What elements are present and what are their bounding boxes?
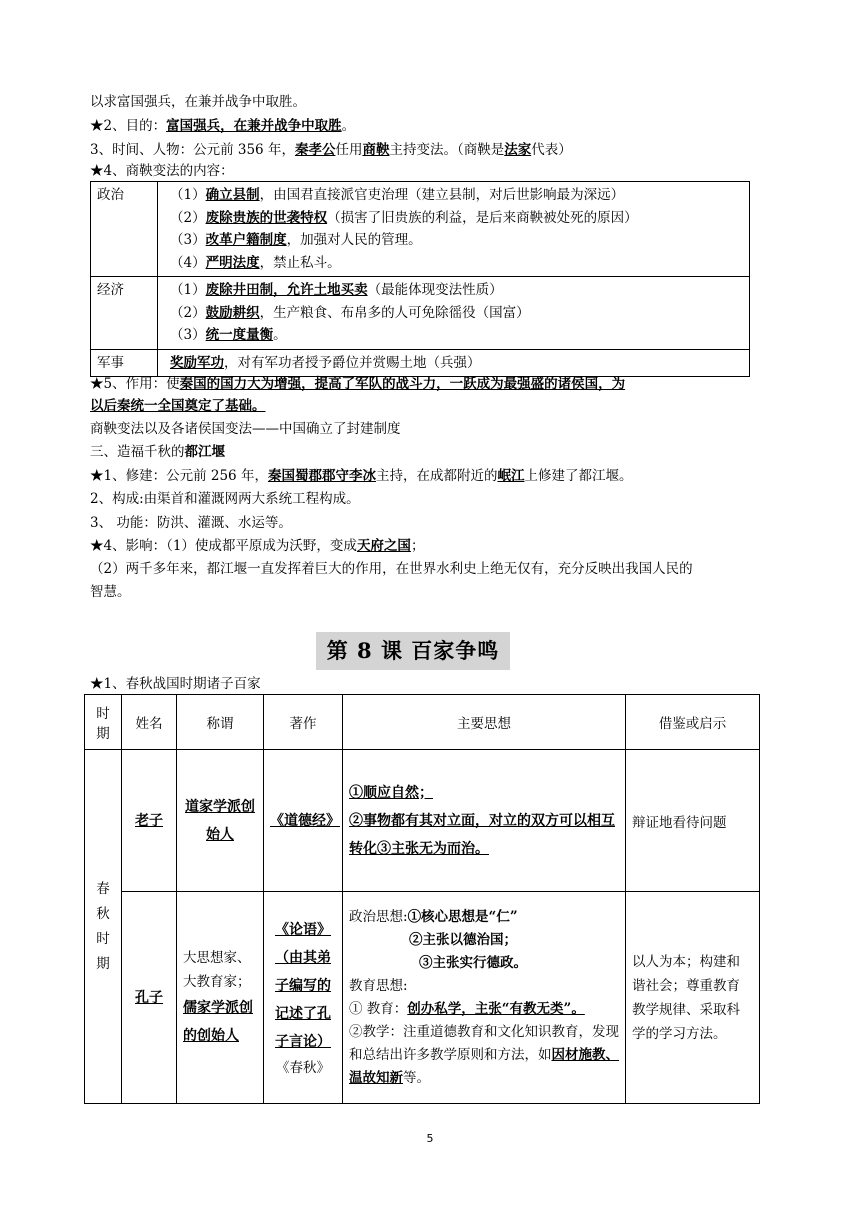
time-person-line bbox=[90, 140, 572, 160]
list-item: （2）鼓励耕织，生产粮食、布帛多的人可免除徭役（国富） bbox=[170, 304, 530, 321]
title-plain: 大思想家、大教育家； bbox=[183, 949, 251, 990]
header-cell: 称谓 bbox=[177, 695, 264, 750]
list-item: 奖励军功，对有军功者授予爵位并赏赐土地（兵强） bbox=[170, 354, 481, 371]
key-point: 商鞅 bbox=[362, 142, 390, 158]
section-heading bbox=[90, 442, 225, 462]
thought-item: ②主张以德治国； bbox=[409, 931, 517, 948]
title-key: 儒家学派创的创始人 bbox=[183, 999, 253, 1044]
text: ★1、修建：公元前 256 年， bbox=[90, 468, 268, 484]
effect-line bbox=[90, 374, 625, 394]
text: 。 bbox=[341, 118, 356, 134]
education-label: 教育思想: bbox=[349, 977, 408, 994]
key-point: 法家 bbox=[504, 142, 532, 158]
key-point: 秦国的国力大为增强，提高了军队的战斗力，一跃成为最强盛的诸侯国，为 bbox=[179, 376, 626, 392]
table-row bbox=[91, 349, 750, 377]
text-line bbox=[90, 513, 292, 533]
text: 任用 bbox=[335, 142, 363, 158]
header-cell: 姓名 bbox=[122, 695, 177, 750]
text-line bbox=[90, 419, 401, 439]
thought-item: ②教学：注重道德教育和文化知识教育，发现和总结出许多教学原则和方法，如因材施教、温故知新等。 bbox=[349, 1023, 619, 1086]
text: 商鞅变法以及各诸侯国变法——中国确立了封建制度 bbox=[90, 421, 401, 437]
effect-line bbox=[90, 396, 266, 416]
works-key: 《论语》（由其弟子编写的记述了孔子言论） bbox=[275, 921, 331, 1050]
text: ； bbox=[410, 538, 425, 554]
category-cell: 军事 bbox=[91, 349, 158, 377]
text-line bbox=[90, 92, 306, 112]
name-cell: 老子 bbox=[122, 750, 177, 892]
header-cell: 著作 bbox=[264, 695, 343, 750]
key-point: 秦国蜀郡郡守李冰 bbox=[267, 468, 376, 484]
text: ★5、作用：使 bbox=[90, 376, 180, 392]
text: 主持，在成都附近的 bbox=[375, 468, 498, 484]
list-item: （2）废除贵族的世袭特权（损害了旧贵族的利益，是后来商鞅被处死的原因） bbox=[170, 209, 638, 226]
key-point: 天府之国 bbox=[356, 538, 411, 554]
header-cell: 主要思想 bbox=[343, 695, 626, 750]
text: 主持变法。（商鞅是 bbox=[389, 142, 505, 158]
text-line bbox=[90, 559, 693, 579]
subheading bbox=[90, 674, 261, 694]
category-cell: 经济 bbox=[91, 277, 158, 350]
text-line bbox=[90, 536, 424, 556]
thought-item: ③主张实行德政。 bbox=[419, 954, 527, 971]
page-number: 5 bbox=[426, 1132, 434, 1145]
header-cell: 借鉴或启示 bbox=[626, 695, 760, 750]
list-item: （1）废除井田制，允许土地买卖（最能体现变法性质） bbox=[170, 282, 503, 298]
schools-table bbox=[84, 694, 760, 1104]
title-cell bbox=[177, 892, 264, 1104]
table-row bbox=[91, 277, 750, 350]
text: 智慧。 bbox=[90, 584, 131, 600]
text: 代表） bbox=[531, 142, 572, 158]
text: ★1、春秋战国时期诸子百家 bbox=[90, 676, 261, 692]
purpose-line bbox=[90, 116, 355, 136]
content-cell bbox=[158, 277, 750, 350]
content-cell bbox=[158, 182, 750, 277]
text: （2）两千多年来，都江堰一直发挥着巨大的作用，在世界水利史上绝无仅有，充分反映出我国人民的 bbox=[90, 561, 693, 577]
category-cell: 政治 bbox=[91, 182, 158, 277]
list-item: （3）改革户籍制度，加强对人民的管理。 bbox=[170, 232, 422, 248]
lesson-title: 第 8 课 百家争鸣 bbox=[316, 632, 510, 670]
period-cell: 春秋时期 bbox=[85, 750, 122, 1104]
title-cell: 道家学派创始人 bbox=[177, 750, 264, 892]
lesson-cell: 以人为本；构建和谐社会；尊重教育教学规律、采取科学的学习方法。 bbox=[626, 892, 760, 1104]
thought-item: ②事物都有其对立面，对立的双方可以相互转化③主张无为而治。 bbox=[349, 812, 615, 857]
table-row bbox=[85, 892, 760, 1104]
works-cell bbox=[264, 892, 343, 1104]
text: ★2、目的： bbox=[90, 118, 167, 134]
key-point: 秦孝公 bbox=[294, 142, 336, 158]
thought-item: ①顺应自然； bbox=[349, 784, 433, 801]
works-plain: 《春秋》 bbox=[276, 1059, 330, 1076]
text-line bbox=[90, 466, 632, 486]
table-row bbox=[91, 182, 750, 277]
text-line bbox=[90, 489, 360, 509]
content-heading bbox=[90, 161, 234, 181]
key-point: 都江堰 bbox=[184, 444, 225, 460]
key-point: 以后秦统一全国奠定了基础。 bbox=[90, 398, 266, 414]
name-cell: 孔子 bbox=[122, 892, 177, 1104]
thought-item: ① 教育：创办私学，主张“有教无类”。 bbox=[349, 1000, 585, 1017]
content-cell bbox=[158, 349, 750, 377]
header-cell: 时期 bbox=[85, 695, 122, 750]
key-point: 富国强兵，在兼并战争中取胜 bbox=[166, 118, 342, 134]
thought-cell bbox=[343, 892, 626, 1104]
text: ★4、商鞅变法的内容： bbox=[90, 163, 234, 179]
reform-table bbox=[90, 181, 750, 377]
table-row bbox=[85, 750, 760, 892]
list-item: （4）严明法度，禁止私斗。 bbox=[170, 254, 341, 271]
lesson-cell: 辩证地看待问题 bbox=[626, 750, 760, 892]
text: ★4、影响：（1）使成都平原成为沃野，变成 bbox=[90, 538, 357, 554]
text: 3、时间、人物：公元前 356 年， bbox=[90, 142, 295, 158]
text: 上修建了都江堰。 bbox=[524, 468, 633, 484]
text: 3、 功能：防洪、灌溉、水运等。 bbox=[90, 515, 292, 531]
text: 2、构成:由渠首和灌溉网两大系统工程构成。 bbox=[90, 491, 360, 507]
works-cell: 《道德经》 bbox=[264, 750, 343, 892]
list-item: （3）统一度量衡。 bbox=[170, 327, 287, 343]
key-point: 岷江 bbox=[497, 468, 525, 484]
text: 以求富国强兵，在兼并战争中取胜。 bbox=[90, 94, 306, 110]
text-line bbox=[90, 582, 131, 602]
political-thought: 政治思想:①核心思想是“仁” bbox=[349, 908, 518, 925]
table-header-row bbox=[85, 695, 760, 750]
list-item: （1）确立县制，由国君直接派官吏治理（建立县制，对后世影响最为深远） bbox=[170, 187, 625, 203]
thought-cell bbox=[343, 750, 626, 892]
text: 三、造福千秋的 bbox=[90, 444, 185, 460]
